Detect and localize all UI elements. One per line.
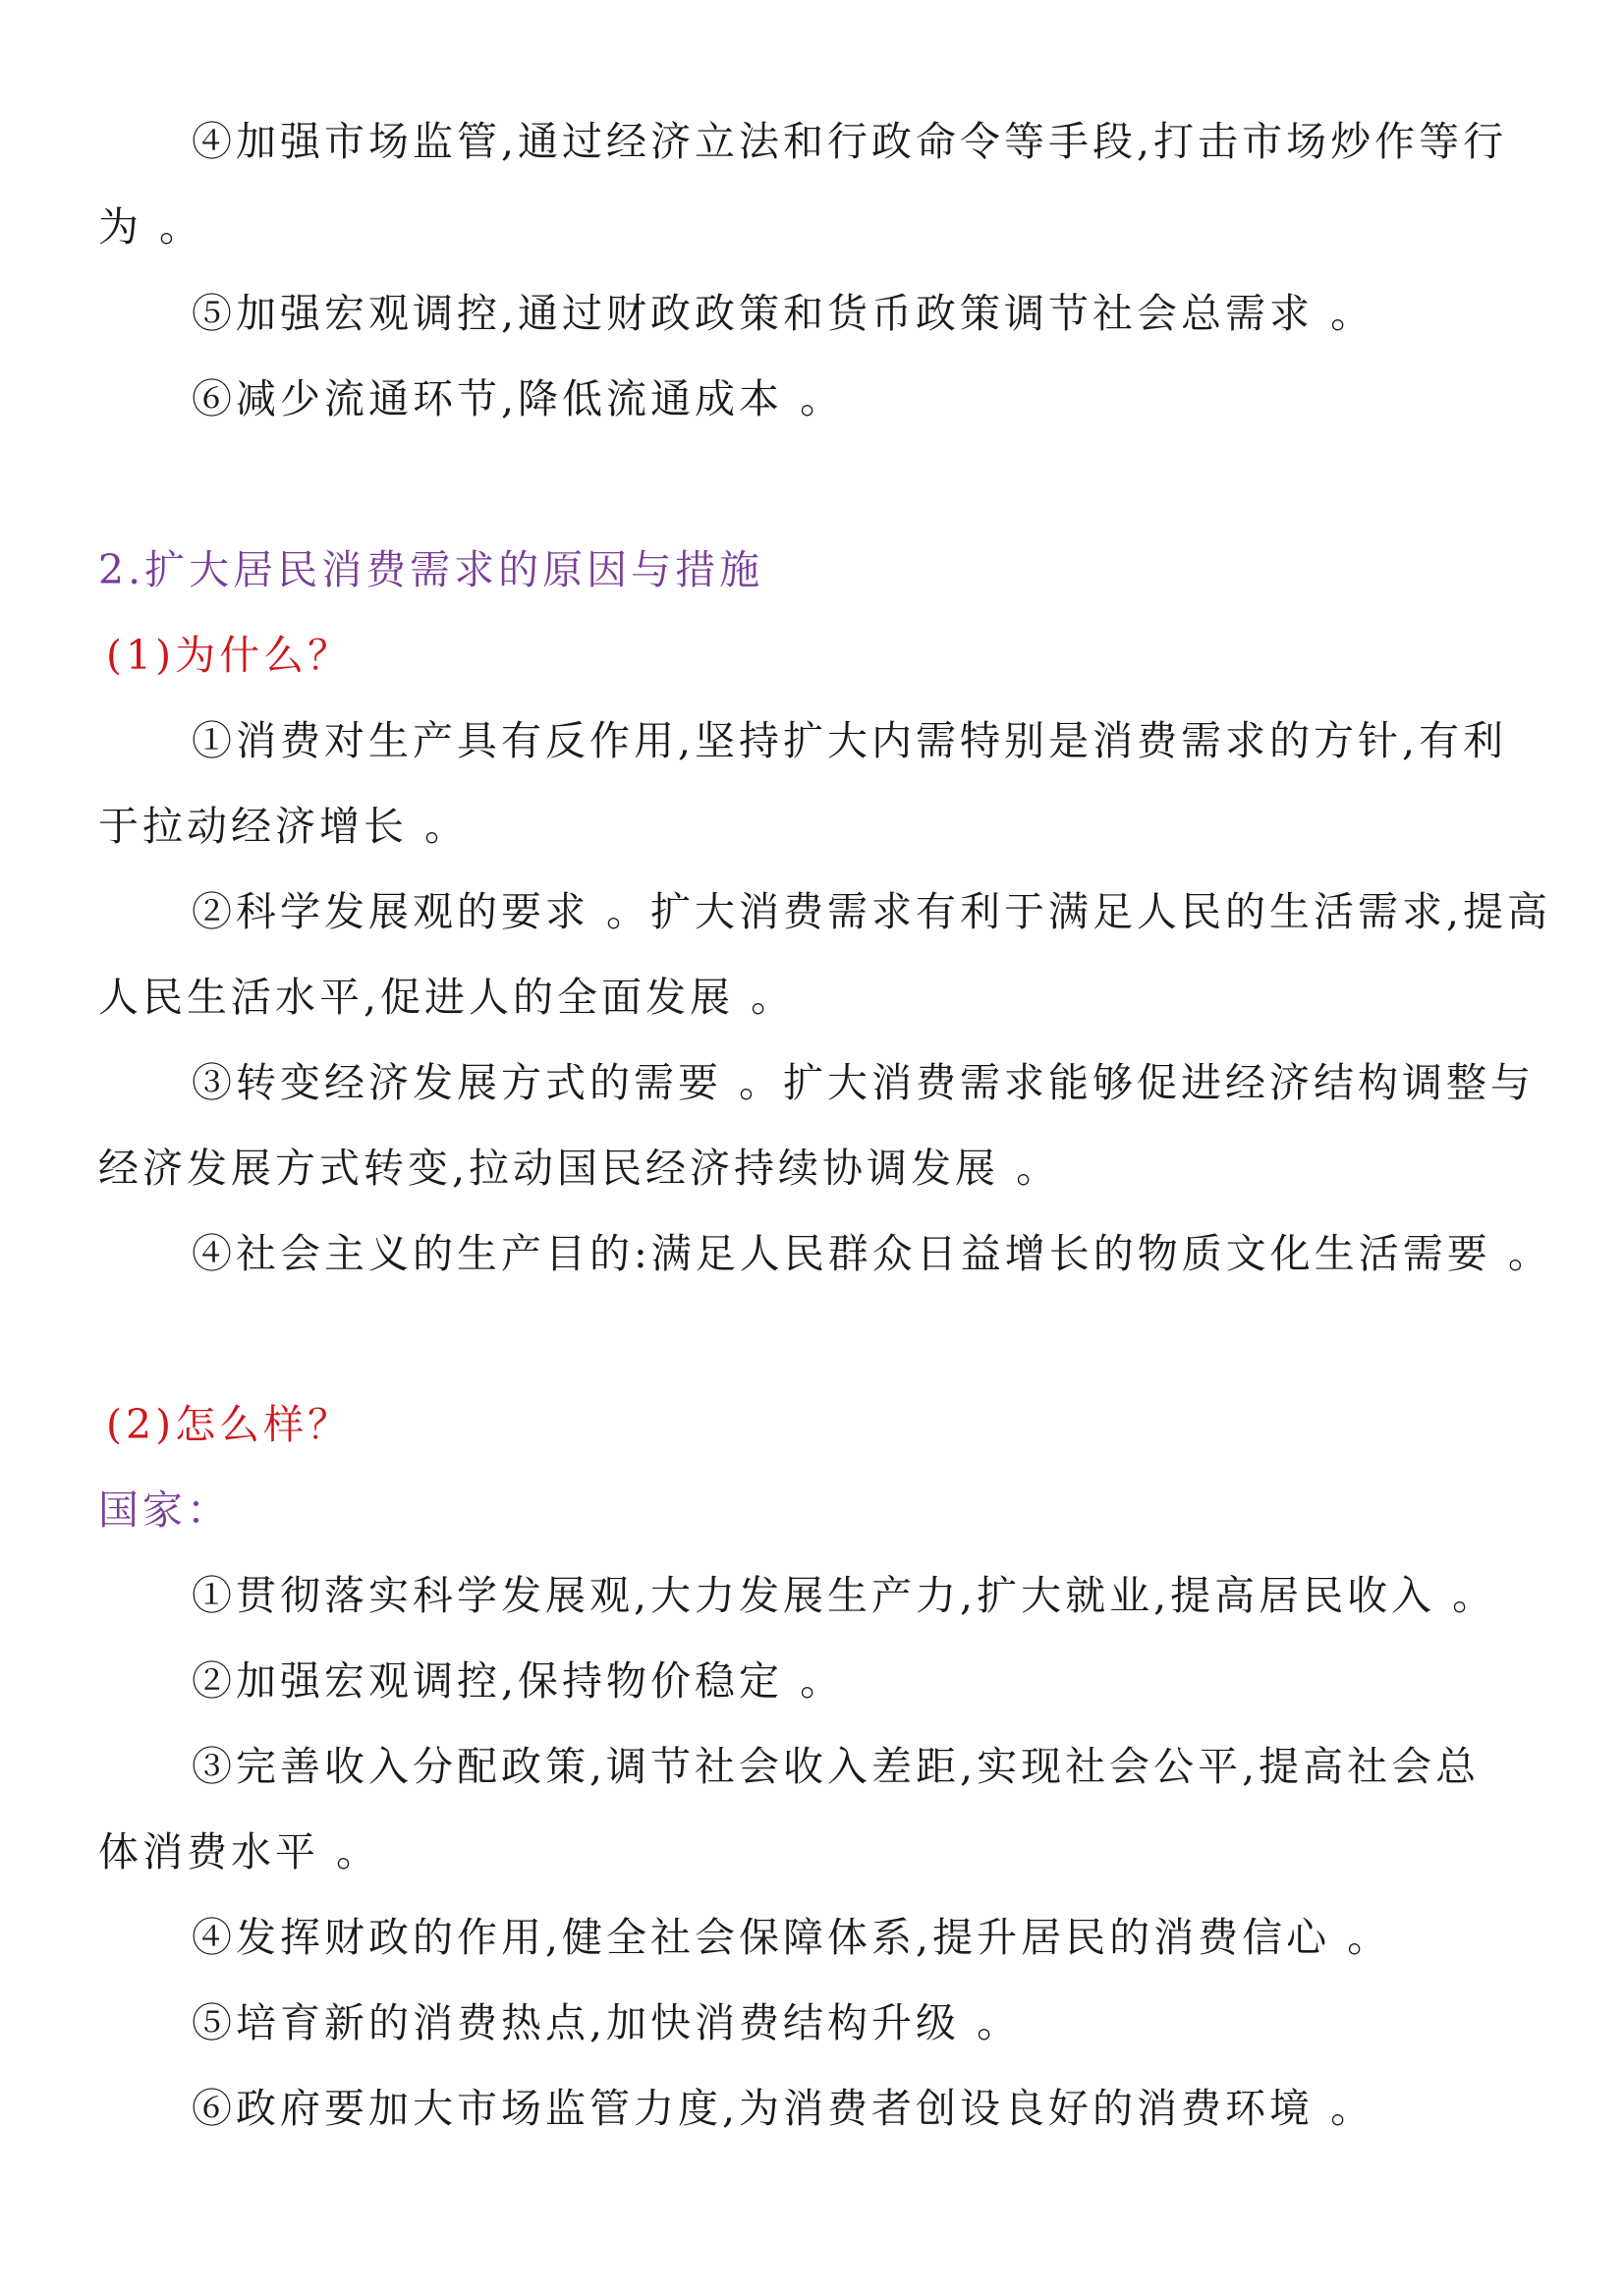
why-item-2-line-1: ②科学发展观的要求 。扩大消费需求有利于满足人民的生活需求,提高 [192,888,1552,935]
why-heading: (1)为什么？ [106,632,353,679]
how-item-3-line-2: 体消费水平 。 [98,1828,381,1876]
why-item-4: ④社会主义的生产目的:满足人民群众日益增长的物质文化生活需要 。 [192,1230,1552,1277]
section-2-title: 2.扩大居民消费需求的原因与措施 [98,546,764,593]
why-item-3-line-1: ③转变经济发展方式的需要 。扩大消费需求能够促进经济结构调整与 [192,1059,1536,1106]
how-item-1: ①贯彻落实科学发展观,大力发展生产力,扩大就业,提高居民收入 。 [192,1572,1497,1619]
how-item-6: ⑥政府要加大市场监管力度,为消费者创设良好的消费环境 。 [192,2085,1375,2132]
measure-item-5: ⑤加强宏观调控,通过财政政策和货币政策调节社会总需求 。 [192,290,1375,337]
why-item-1-line-1: ①消费对生产具有反作用,坚持扩大内需特别是消费需求的方针,有利 [192,717,1508,764]
how-item-2: ②加强宏观调控,保持物价稳定 。 [192,1657,845,1705]
how-item-5: ⑤培育新的消费热点,加快消费结构升级 。 [192,1999,1022,2046]
why-item-2-line-2: 人民生活水平,促进人的全面发展 。 [98,974,796,1021]
how-item-3-line-1: ③完善收入分配政策,调节社会收入差距,实现社会公平,提高社会总 [192,1743,1481,1790]
state-label: 国家： [98,1486,231,1534]
measure-item-6: ⑥减少流通环节,降低流通成本 。 [192,375,845,422]
why-item-3-line-2: 经济发展方式转变,拉动国民经济持续协调发展 。 [98,1145,1061,1192]
measure-item-4-line-2: 为 。 [98,203,204,251]
measure-item-4-line-1: ④加强市场监管,通过经济立法和行政命令等手段,打击市场炒作等行 [192,118,1508,165]
how-item-4: ④发挥财政的作用,健全社会保障体系,提升居民的消费信心 。 [192,1914,1392,1961]
how-heading: (2)怎么样？ [106,1401,353,1448]
why-item-1-line-2: 于拉动经济增长 。 [98,803,470,850]
